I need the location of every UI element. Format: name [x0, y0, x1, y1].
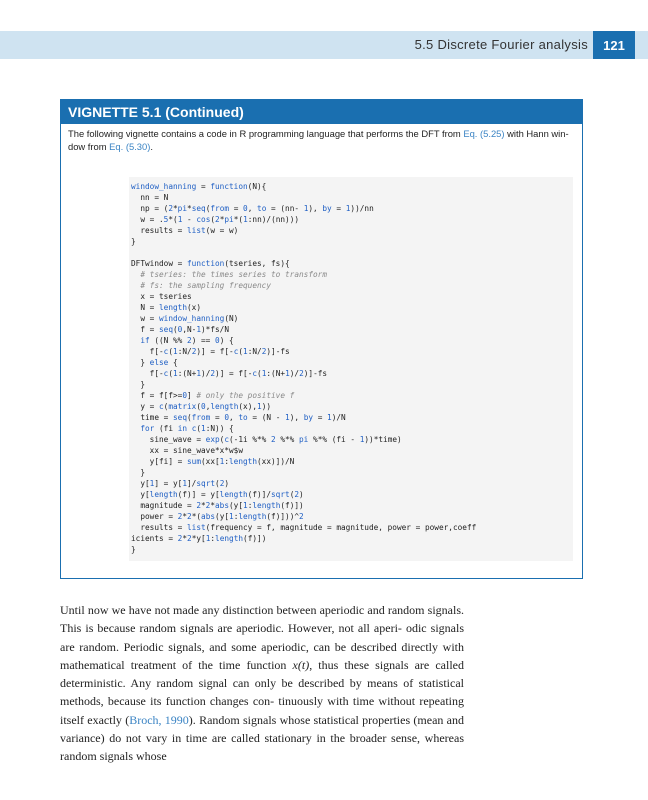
code-line: window_hanning = function(N){ [131, 182, 267, 191]
code-line: # fs: the sampling frequency [140, 281, 271, 290]
code-line: y = c(matrix(0,length(x),1)) [131, 402, 272, 411]
code-line: y[1] = y[1]/sqrt(2) [131, 479, 230, 488]
code-line: sine_wave = exp(c(-1i %*% 2 %*% pi %*% (fi - 1))*time) [131, 435, 402, 444]
code-line: results = list(frequency = f, magnitude = magnitude, power = power,coeff [131, 523, 477, 532]
code-block [129, 177, 573, 561]
code-line: f = seq(0,N-1)*fs/N [131, 325, 230, 334]
citation-link[interactable]: Broch, 1990 [129, 712, 189, 727]
code-line: f = f[f>=0] # only the positive f [131, 391, 295, 400]
vignette-title: VIGNETTE 5.1 (Continued) [61, 100, 582, 124]
code-line: } [140, 468, 145, 477]
equation-link-5-30[interactable]: Eq. (5.30) [109, 141, 151, 152]
code-line: DFTwindow = function(tseries, fs){ [131, 259, 290, 268]
intro-text: The following vignette contains a code in R programming language that performs the DFT from [68, 128, 464, 139]
code-line: icients = 2*2*y[1:length(f)]) [131, 534, 267, 543]
code-line: y[length(f)] = y[length(f)]/sqrt(2) [131, 490, 304, 499]
code-listing [129, 177, 573, 555]
code-line: nn = N [140, 193, 169, 202]
code-line: results = list(w = w) [131, 226, 239, 235]
body-text: ). Random signals whose statistical properties (mean and variance) do not vary in time are called stationary in the broader sense, whereas random signals whose [60, 712, 464, 764]
code-line: if ((N %% 2) == 0) { [140, 336, 234, 345]
body-text: , thus these signals are called deterministic. Any random signal can only be described by means of statistical methods, because its function changes con- tinuously with time without repeating itself exactly ( [60, 657, 465, 727]
code-line: } [131, 237, 136, 246]
code-line: } else { [131, 358, 178, 367]
code-line: } [140, 380, 145, 389]
vignette-box [60, 99, 583, 579]
code-line: np = (2*pi*seq(from = 0, to = (nn- 1), by = 1))/nn [131, 204, 374, 213]
code-line: time = seq(from = 0, to = (N - 1), by = 1)/N [131, 413, 346, 422]
code-line: N = length(x) [131, 303, 201, 312]
intro-text: with Hann win- dow from [68, 128, 569, 152]
vignette-intro [61, 124, 582, 153]
body-text: Until now we have not made any distinction between aperiodic and random signals. This is because random signals are aperiodic. However, not all aperi- odic signals are random. Periodic signals, and some aperiodic, can be described directly with mathematical treatment of the time function [60, 603, 464, 672]
code-line: y[fi] = sum(xx[1:length(xx)])/N [131, 457, 295, 466]
page-number: 121 [593, 31, 635, 59]
code-line: f[-c(1:N/2)] = f[-c(1:N/2)]-fs [131, 347, 290, 356]
code-line: f[-c(1:(N+1)/2)] = f[-c(1:(N+1)/2)]-fs [131, 369, 328, 378]
code-line: } [131, 545, 136, 554]
code-line: x = tseries [140, 292, 192, 301]
equation-link-5-25[interactable]: Eq. (5.25) [463, 128, 505, 139]
body-paragraph [60, 601, 464, 766]
math-expression: x(t) [292, 657, 310, 672]
code-line: magnitude = 2*2*abs(y[1:length(f)]) [131, 501, 304, 510]
code-line: xx = sine_wave*x*w$w [149, 446, 243, 455]
intro-text: . [150, 141, 153, 152]
code-line: w = window_hanning(N) [131, 314, 239, 323]
code-line: # tseries: the times series to transform [140, 270, 327, 279]
code-line: w = .5*(1 - cos(2*pi*(1:nn)/(nn))) [131, 215, 300, 224]
code-line: for (fi in c(1:N)) { [140, 424, 234, 433]
code-line: power = 2*2*(abs(y[1:length(f)]))^2 [131, 512, 304, 521]
running-head: 5.5 Discrete Fourier analysis [414, 37, 588, 52]
